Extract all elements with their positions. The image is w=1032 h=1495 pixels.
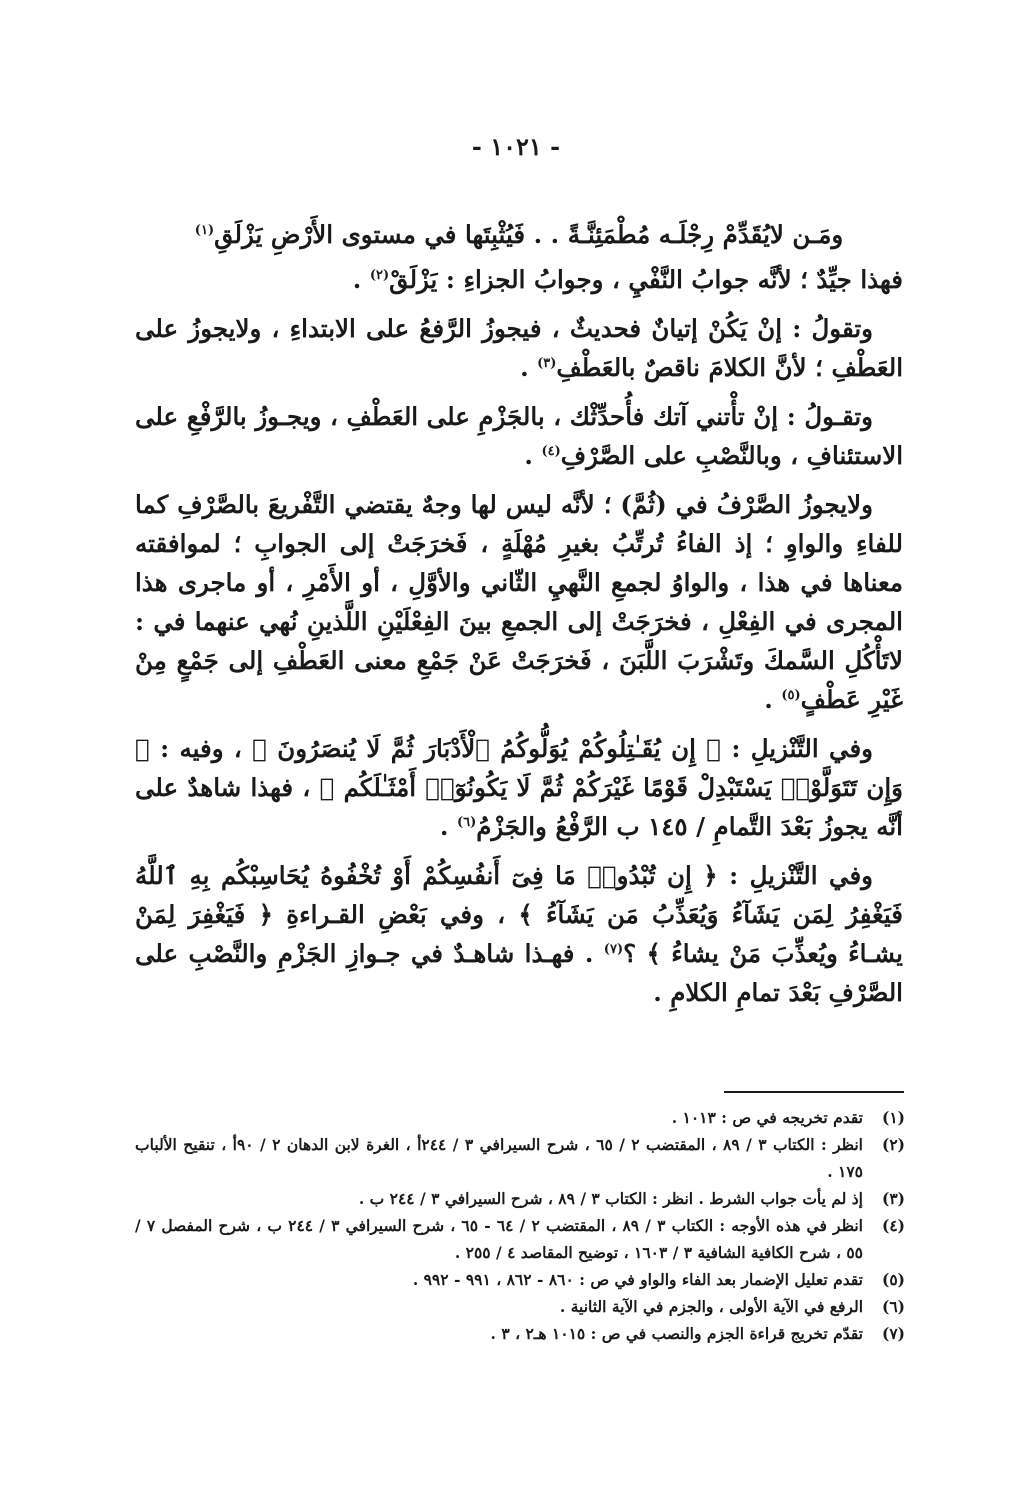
- footnote-marker: (٤): [541, 443, 561, 459]
- paragraph-tail: .: [520, 353, 538, 382]
- footnote-number: (١): [881, 1108, 905, 1127]
- paragraph: [135, 309, 903, 387]
- footnote-text: انظر : الكتاب ٣ / ٨٩ ، المقتضب ٢ / ٦٥ ، شرح السيرافي ٣ / ٢٤٤أ ، الغرة لابن الدهان ٢ / ٩٠أ ، تنقيح الألباب ١٧٥ .: [135, 1135, 863, 1181]
- footnote-marker: (١): [194, 222, 215, 238]
- paragraph-text: وفي التَّنْزيلِ : ﴿ إِن يُقَـٰتِلُوكُمْ يُوَلُّوكُمُ ٱلْأَدْبَارَ ثُمَّ لَا يُنصَرُونَ ﴾ ، وفيه : ﴿ وَإِن تَتَوَلَّوْا۟ يَسْتَبْدِلْ قَوْمًا غَيْرَكُمْ ثُمَّ لَا يَكُونُوٓا۟ أَمْثَـٰلَكُم ﴾ ، فهذا شاهدٌ على أنَّه يجوزُ بَعْدَ التَّمامِ / ١٤٥ ب الرَّفْعُ والجَزْمُ: [135, 734, 903, 841]
- footnote-text: تقدّم تخريج قراءة الجزم والنصب في ص : ١٠١٥ هـ٢ ، ٣ .: [490, 1324, 863, 1343]
- paragraph-tail: .: [764, 685, 782, 714]
- page-number: - ١٠٢١ -: [471, 132, 561, 161]
- paragraph: [135, 856, 903, 1012]
- footnotes: [135, 1104, 905, 1347]
- footnote: [135, 1293, 905, 1320]
- footnote: [135, 1320, 905, 1347]
- footnote-marker: (٧): [603, 941, 624, 957]
- footnote-marker: (٥): [781, 687, 801, 703]
- footnote-text: الرفع في الآية الأولى ، والجزم في الآية الثانية .: [559, 1297, 863, 1316]
- paragraph: [135, 485, 903, 719]
- footnote-text: إذ لم يأت جواب الشرط . انظر : الكتاب ٣ / ٨٩ ، شرح السيرافي ٣ / ٢٤٤ ب .: [358, 1189, 863, 1208]
- footnote-marker: (٦): [456, 814, 477, 830]
- footnote-marker: (٣): [537, 355, 557, 371]
- paragraph: [135, 729, 903, 846]
- paragraph: [135, 397, 903, 475]
- verse-text: ومَـن لايُقَدِّمْ رِجْلَـه مُطْمَئِنَّـةً . . فَيُثْبِتَها في مستوى الأَرْضِ يَزْلَقِ: [214, 220, 844, 249]
- footnote-number: (٤): [881, 1216, 905, 1235]
- paragraph-text: ولايجوزُ الصَّرْفُ في (ثُمَّ) ؛ لأنَّه ليس لها وجهٌ يقتضي التَّفْريعَ بالصَّرْفِ كما للفاءِ والواوِ ؛ إذ الفاءُ تُرتِّبُ بغيرِ مُهْلَةٍ ، فَخرَجَتْ إلى الجوابِ ؛ لموافقته معناها في هذا ، والواوُ لجمعِ النَّهيِ الثّاني والأوَّلِ ، أو الأَمْرِ ، أو ماجرى هذا المجرى في الفِعْلِ ، فخرَجَتْ إلى الجمعِ بينَ الفِعْلَيْنِ اللَّذينِ نُهي عنهما في : لاتَأْكُلِ السَّمكَ وتَشْرَبَ اللَّبَنَ ، فَخرَجَتْ عَنْ جَمْعِ معنى العَطْفِ إلى جَمْعٍ مِنْ غَيْرِ عَطْفٍ: [135, 490, 903, 714]
- poetry-verse: [135, 215, 903, 254]
- paragraph-tail: .: [439, 812, 457, 841]
- footnote-text: تقدم تخريجه في ص : ١٠١٣ .: [671, 1108, 863, 1127]
- paragraph-tail: .: [352, 265, 370, 294]
- footnote-number: (٦): [881, 1297, 905, 1316]
- footnote-number: (٢): [881, 1135, 905, 1154]
- footnote-divider: [724, 1091, 904, 1093]
- main-text: [135, 215, 903, 1022]
- footnote: [135, 1131, 905, 1185]
- paragraph-text: وتقولُ : إنْ يَكُنْ إتيانٌ فحديثٌ ، فيجوزُ الرَّفعُ على الابتداءِ ، ولايجوزُ على العَطْفِ ؛ لأنَّ الكلامَ ناقصٌ بالعَطْفِ: [135, 314, 903, 382]
- footnote: [135, 1266, 905, 1293]
- paragraph-text: وفي التَّنْزيلِ : ﴿ إِن تُبْدُوا۟ مَا فِىٓ أَنفُسِكُمْ أَوْ تُخْفُوهُ يُحَاسِبْكُم بِهِ ٱللَّهُ فَيَغْفِرُ لِمَن يَشَآءُ وَيُعَذِّبُ مَن يَشَآءُ ﴾ ، وفي بَعْضِ القـراءةِ ﴿ فَيَغْفِرَ لِمَنْ يشـاءُ ويُعذِّبَ مَنْ يشاءُ ﴾ ؟: [135, 861, 903, 968]
- paragraph-tail: .: [524, 441, 542, 470]
- footnote-text: انظر في هذه الأوجه : الكتاب ٣ / ٨٩ ، المقتضب ٢ / ٦٤ - ٦٥ ، شرح السيرافي ٣ / ٢٤٤ ب ، شرح المفصل ٧ / ٥٥ ، شرح الكافية الشافية ٣ / ١٦٠٣ ، توضيح المقاصد ٤ / ٢٥٥ .: [135, 1216, 863, 1262]
- paragraph-text: وتقـولُ : إنْ تأْتني آتك فأُحدِّثْك ، بالجَزْمِ على العَطْفِ ، ويجـوزُ بالرَّفْعِ على الاستئنافِ ، وبالنَّصْبِ على الصَّرْفِ: [135, 402, 903, 470]
- footnote-number: (٣): [881, 1189, 905, 1208]
- paragraph: [135, 260, 903, 299]
- footnote-text: تقدم تعليل الإضمار بعد الفاء والواو في ص : ٨٦٠ - ٨٦٢ ، ٩٩١ - ٩٩٢ .: [412, 1270, 863, 1289]
- footnote-number: (٥): [881, 1270, 905, 1289]
- footnote: [135, 1185, 905, 1212]
- footnote: [135, 1104, 905, 1131]
- paragraph-text: فهذا جيِّدٌ ؛ لأنَّه جوابُ النَّفْيِ ، وجوابُ الجزاءِ : يَزْلَقْ: [389, 265, 903, 294]
- footnote-marker: (٢): [369, 267, 390, 283]
- footnote-number: (٧): [881, 1324, 905, 1343]
- footnote: [135, 1212, 905, 1266]
- paragraph-tail: . فهـذا شاهـدٌ في جـوازِ الجَزْمِ والنَّصْبِ على الصَّرْفِ بَعْدَ تمامِ الكلامِ .: [135, 939, 903, 1007]
